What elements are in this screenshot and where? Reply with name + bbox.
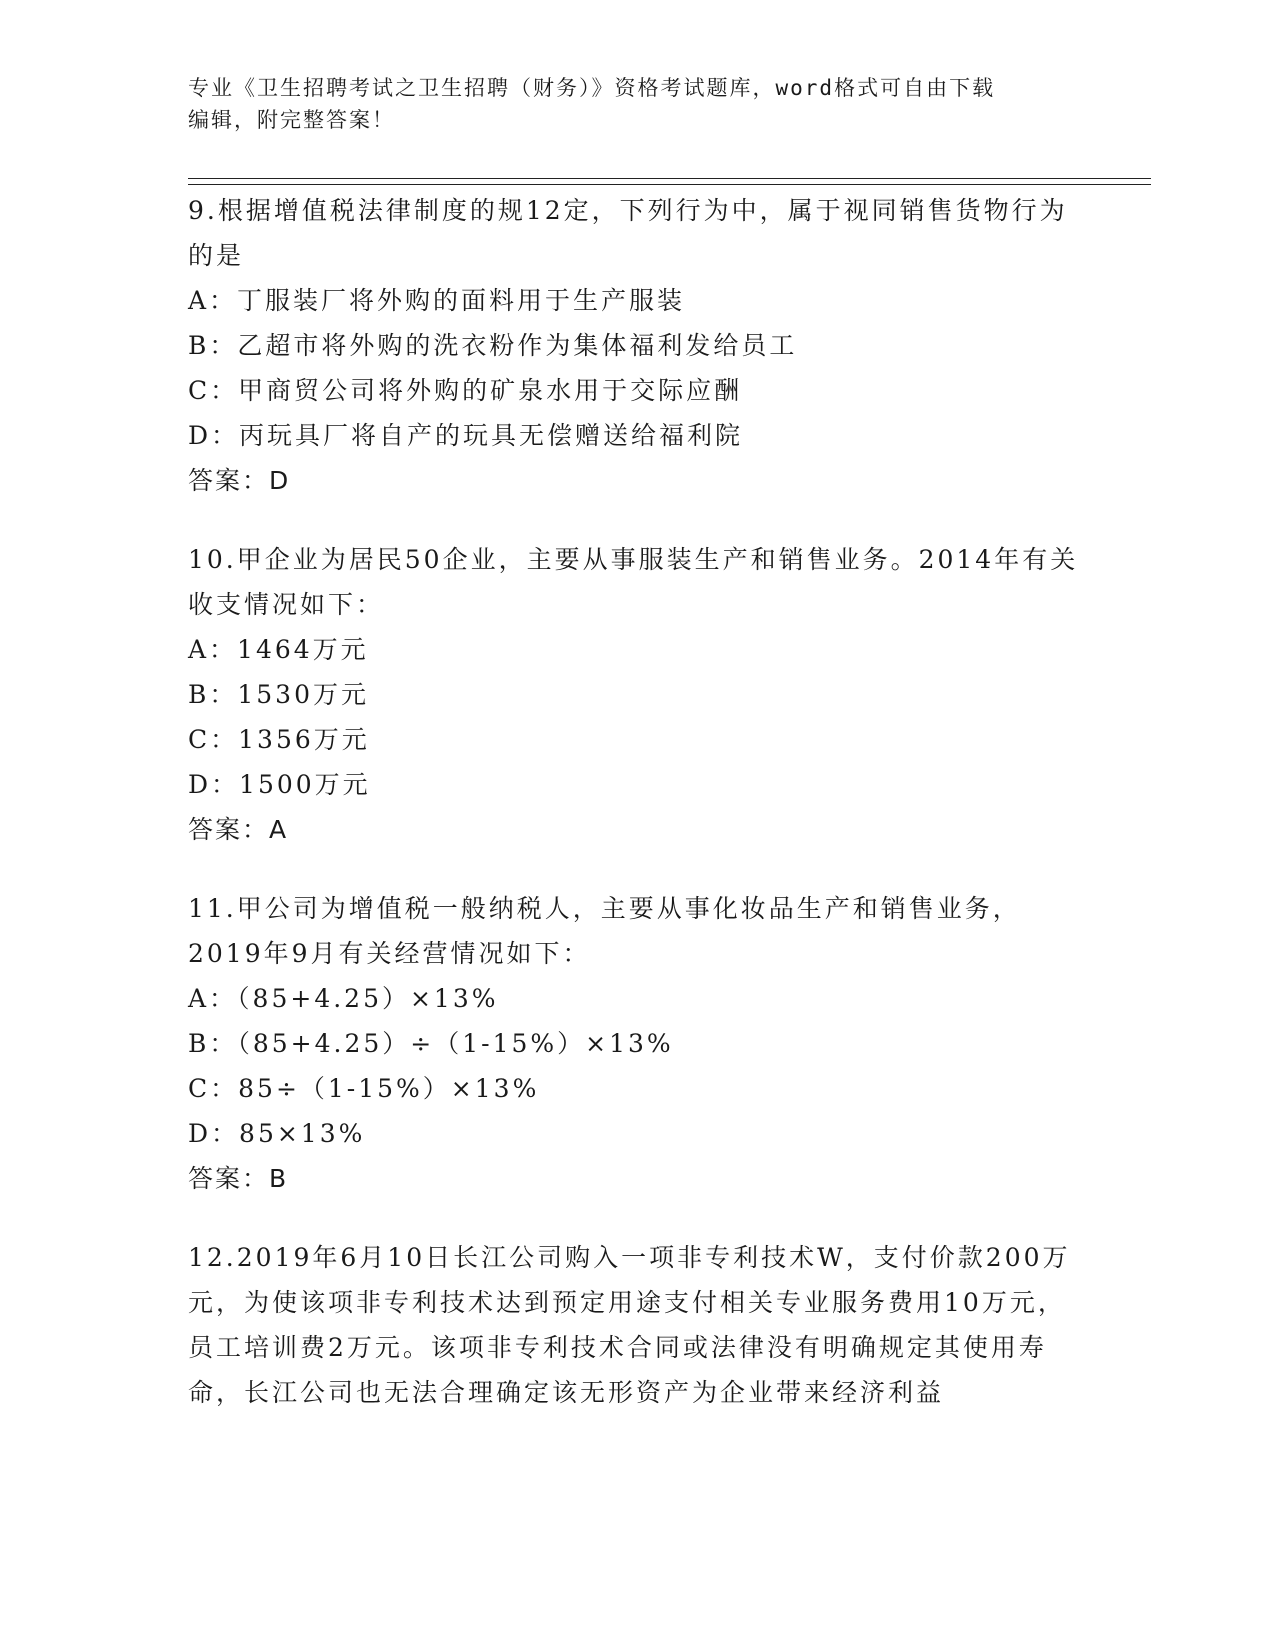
option-list [188, 627, 1088, 807]
option-b: B：（85+4.25）÷（1-15%）×13% [188, 1029, 674, 1058]
question-stem: 10.甲企业为居民50企业，主要从事服装生产和销售业务。2014年有关收支情况如下： [188, 545, 1079, 619]
answer-line: 答案：D [188, 466, 291, 495]
option-c: C：85÷（1-15%）×13% [188, 1074, 540, 1103]
question-list [188, 188, 1088, 1449]
answer-line: 答案：B [188, 1164, 289, 1193]
question-10 [188, 537, 1088, 852]
option-a: A：1464万元 [188, 635, 369, 664]
option-c: C：1356万元 [188, 725, 370, 754]
option-c: C：甲商贸公司将外购的矿泉水用于交际应酬 [188, 376, 743, 405]
question-stem: 9.根据增值税法律制度的规12定，下列行为中，属于视同销售货物行为的是 [188, 196, 1068, 270]
answer-line: 答案：A [188, 815, 289, 844]
option-list [188, 278, 1088, 458]
header-divider-top [188, 178, 1151, 179]
question-9 [188, 188, 1088, 503]
header-line-1: 专业《卫生招聘考试之卫生招聘（财务）》资格考试题库，word格式可自由下载 [188, 76, 996, 100]
question-12 [188, 1235, 1088, 1415]
option-a: A：丁服装厂将外购的面料用于生产服装 [188, 286, 686, 315]
question-11 [188, 886, 1088, 1201]
option-d: D：1500万元 [188, 770, 371, 799]
question-stem: 12.2019年6月10日长江公司购入一项非专利技术W，支付价款200万元，为使该项非专利技术达到预定用途支付相关专业服务费用10万元，员工培训费2万元。该项非专利技术合同或法律没有明确规定其使用寿命，长江公司也无法合理确定该无形资产为企业带来经济利益 [188, 1243, 1071, 1407]
header-line-2: 编辑，附完整答案！ [188, 108, 395, 132]
option-b: B：乙超市将外购的洗衣粉作为集体福利发给员工 [188, 331, 798, 360]
option-d: D：85×13% [188, 1119, 366, 1148]
document-header [188, 72, 1068, 136]
question-stem: 11.甲公司为增值税一般纳税人，主要从事化妆品生产和销售业务，2019年9月有关经营情况如下： [188, 894, 1021, 968]
option-b: B：1530万元 [188, 680, 369, 709]
option-a: A：（85+4.25）×13% [188, 984, 499, 1013]
header-divider-bottom [188, 184, 1151, 185]
option-d: D：丙玩具厂将自产的玩具无偿赠送给福利院 [188, 421, 744, 450]
option-list [188, 976, 1088, 1156]
